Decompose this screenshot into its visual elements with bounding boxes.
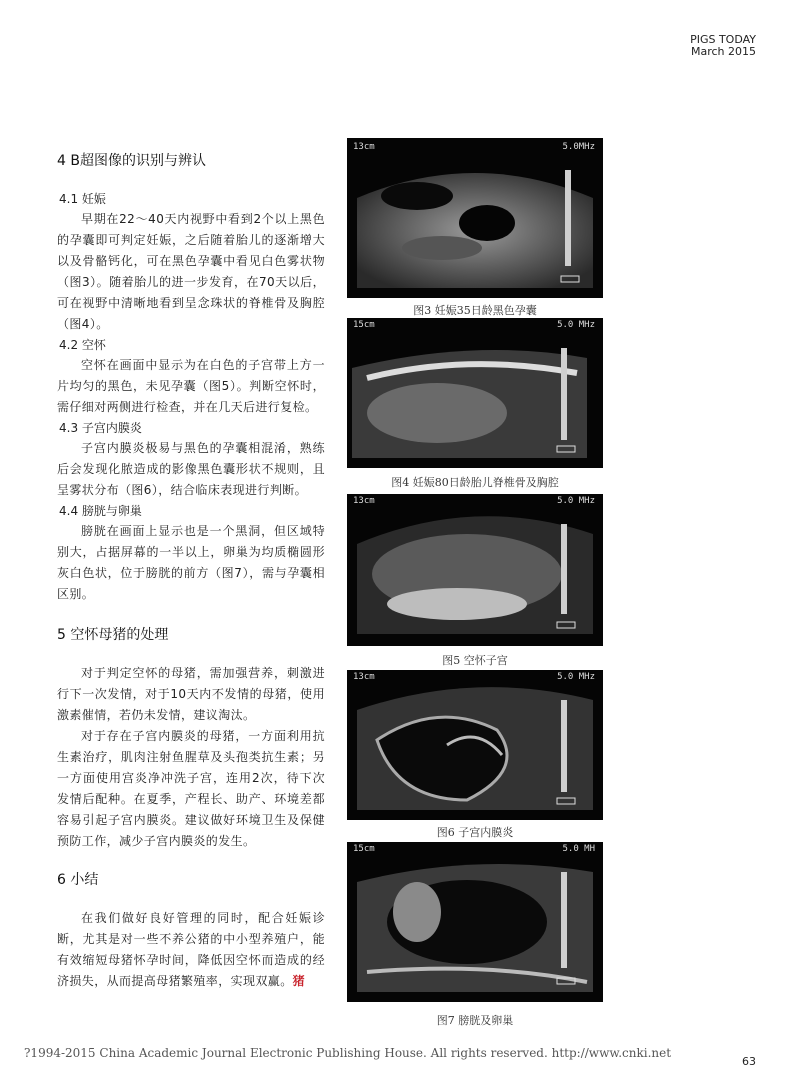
figure-7-caption: 图7 膀胱及卵巢 <box>436 1014 514 1027</box>
copyright-footer: ?1994-2015 China Academic Journal Electronic Publishing House. All rights reserved. http://www.cnki.net <box>24 1046 672 1060</box>
section-6-text: 在我们做好良好管理的同时，配合妊娠诊断，尤其是对一些不养公猪的中小型养殖户，能有效缩短母猪怀孕时间，降低因空怀而造成的经济损失，从而提高母猪繁殖率，实现双赢。 <box>57 911 325 988</box>
section-4-3-paragraph: 子宫内膜炎极易与黑色的孕囊相混淆，熟练后会发现化脓造成的影像黑色囊形状不规则，且呈雾状分布（图6），结合临床表现进行判断。 <box>57 441 325 497</box>
journal-header <box>690 34 756 58</box>
freq-label-6: 5.0 MHz <box>557 672 595 682</box>
section-4-4-title: 4.4 膀胱与卵巢 <box>59 504 142 518</box>
ultrasound-image-5 <box>347 494 603 646</box>
section-6-paragraph <box>57 908 325 992</box>
ultrasound-image-6 <box>347 670 603 820</box>
end-mark-logo: 猪 <box>292 974 306 988</box>
depth-label-3: 13cm <box>353 142 375 152</box>
journal-issue: March 2015 <box>690 45 756 58</box>
depth-label-5: 13cm <box>353 496 375 506</box>
section-4-3-title: 4.3 子宫内膜炎 <box>59 421 142 435</box>
figure-3-caption: 图3 妊娠35日龄黑色孕囊 <box>413 304 537 317</box>
section-4-4-paragraph: 膀胱在画面上显示也是一个黑洞，但区域特别大，占据屏幕的一半以上，卵巢为均质椭圆形灰白色状，位于膀胱的前方（图7），需与孕囊相区别。 <box>57 524 325 601</box>
depth-label-7: 15cm <box>353 844 375 854</box>
ultrasound-image-4 <box>347 318 603 468</box>
section-4-title: 4 B超图像的识别与辨认 <box>57 153 206 169</box>
depth-label-6: 13cm <box>353 672 375 682</box>
freq-label-5: 5.0 MHz <box>557 496 595 506</box>
ultrasound-image-3 <box>347 138 603 298</box>
section-5-title: 5 空怀母猪的处理 <box>57 627 169 643</box>
section-6-title: 6 小结 <box>57 872 99 888</box>
freq-label-7: 5.0 MH <box>562 844 595 854</box>
depth-label-4: 15cm <box>353 320 375 330</box>
figure-5-caption: 图5 空怀子宫 <box>442 654 508 667</box>
section-5-paragraph-2: 对于存在子宫内膜炎的母猪，一方面利用抗生素治疗，肌肉注射鱼腥草及头孢类抗生素；另一方面使用宫炎净冲洗子宫，连用2次，待下次发情后配种。在夏季，产程长、助产、环境差都容易引起子宫内膜炎。建议做好环境卫生及保健预防工作，减少子宫内膜炎的发生。 <box>57 729 325 848</box>
figure-6-caption: 图6 子宫内膜炎 <box>436 826 514 839</box>
section-4-2-paragraph: 空怀在画面中显示为在白色的子宫带上方一片均匀的黑色，未见孕囊（图5）。判断空怀时，需仔细对两侧进行检查，并在几天后进行复检。 <box>57 358 325 414</box>
page-number: 63 <box>742 1055 756 1068</box>
section-4-1-paragraph: 早期在22～40天内视野中看到2个以上黑色的孕囊即可判定妊娠，之后随着胎儿的逐渐增大以及骨骼钙化，可在黑色孕囊中看见白色雾状物（图3）。随着胎儿的进一步发育，在70天以后，可在视野中清晰地看到呈念珠状的脊椎骨及胸腔（图4）。 <box>57 212 325 331</box>
ultrasound-image-7 <box>347 842 603 1002</box>
section-4-1-title: 4.1 妊娠 <box>59 192 106 206</box>
figure-4-caption: 图4 妊娠80日龄胎儿脊椎骨及胸腔 <box>391 476 559 489</box>
section-4-2-title: 4.2 空怀 <box>59 338 106 352</box>
article-text-column <box>57 145 325 992</box>
section-5-paragraph-1: 对于判定空怀的母猪，需加强营养，刺激进行下一次发情，对于10天内不发情的母猪，使用激素催情，若仍未发情，建议淘汰。 <box>57 666 325 722</box>
journal-name: PIGS TODAY <box>690 33 756 46</box>
freq-label-3: 5.0MHz <box>562 142 595 152</box>
freq-label-4: 5.0 MHz <box>557 320 595 330</box>
